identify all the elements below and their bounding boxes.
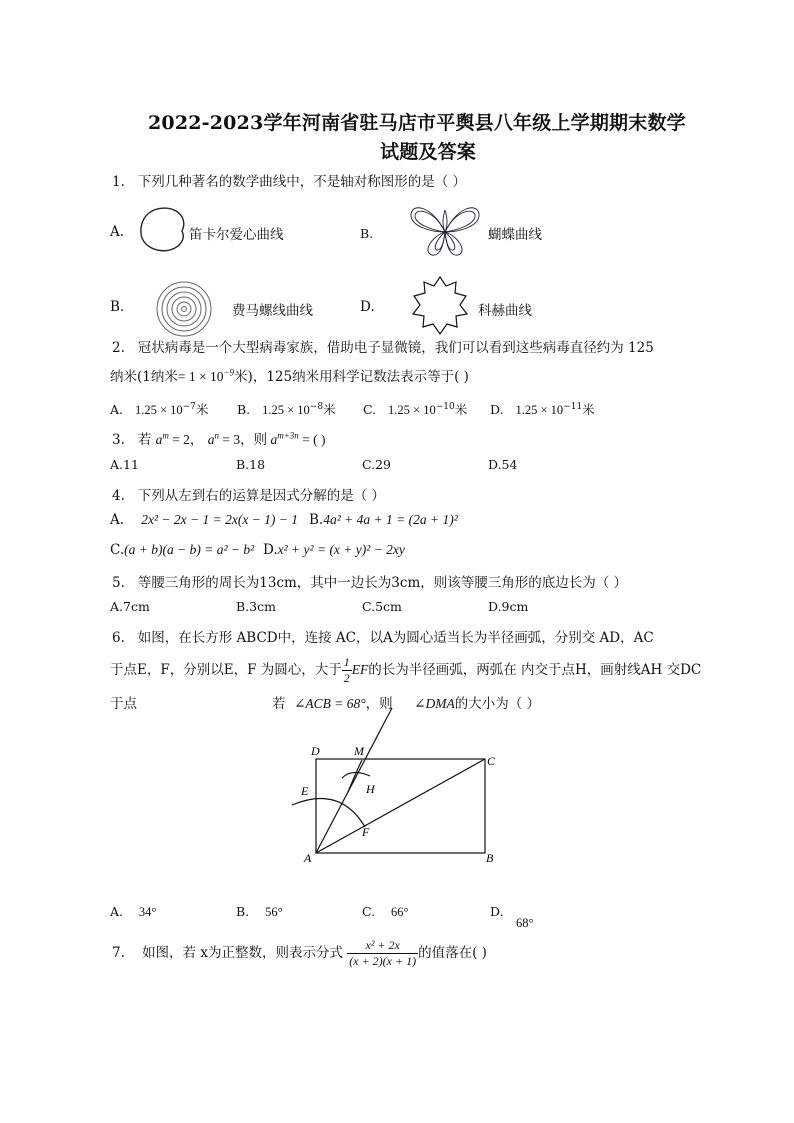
label-h: H bbox=[366, 782, 375, 796]
page-title-line2: 试题及答案 bbox=[380, 141, 477, 163]
label-m: M bbox=[354, 744, 364, 758]
q1-option-b-label: 蝴蝶曲线 bbox=[488, 227, 542, 243]
q4-option-b: B.4a² + 4a + 1 = (2a + 1)² bbox=[309, 512, 458, 528]
q6-option-b: B. 56° bbox=[236, 904, 283, 919]
q1-option-a-letter: A. bbox=[110, 224, 125, 240]
q1-stem: 1. 下列几种著名的数学曲线中，不是轴对称图形的是（ ） bbox=[112, 174, 467, 190]
q2-stem-line1: 2. 冠状病毒是一个大型病毒家族，借助电子显微镜，我们可以看到这些病毒直径约为 125 bbox=[112, 340, 654, 356]
q3-option-c: C.29 bbox=[362, 457, 391, 472]
q6-option-d-letter: D. bbox=[490, 904, 504, 919]
q1-option-d-letter: D. bbox=[360, 299, 375, 315]
arc-ef bbox=[292, 799, 365, 827]
q1-option-c-letter: B. bbox=[110, 299, 125, 315]
q5-option-d: D.9cm bbox=[488, 599, 529, 614]
q4-option-a: A. 2x² − 2x − 1 = 2x(x − 1) − 1 bbox=[110, 512, 299, 528]
fermat-spiral-image bbox=[155, 280, 213, 338]
diagonal-ac bbox=[316, 759, 485, 853]
q2-option-c: C. $1.25 \times 10^{-10}$米 bbox=[363, 401, 468, 417]
q3-option-b: B.18 bbox=[236, 457, 266, 472]
q3-option-a: A.11 bbox=[110, 457, 139, 472]
q3-stem: 3. 若 $a^m = 2$， $a^n = 3$，则 $a^{m+3n}$ = ( ) bbox=[112, 430, 326, 448]
q1-option-d-label: 科赫曲线 bbox=[478, 303, 532, 319]
butterfly-curve-image bbox=[408, 202, 482, 258]
q6-stem-line2: 于点E，F，分别以E，F 为圆心，大于 $\frac{1}{2}$ EF的长为半径画弧，两弧在 内交于点H，画射线AH 交DC bbox=[110, 655, 702, 685]
cardioid-curve-image bbox=[136, 203, 188, 255]
page-title: 2022-2023学年河南省驻马店市平舆县八年级上学期期末数学 bbox=[148, 112, 686, 134]
koch-curve-image bbox=[410, 274, 470, 338]
q6-stem-line3a: 于点 bbox=[110, 696, 137, 712]
q1-option-c-label: 费马螺线曲线 bbox=[232, 303, 313, 319]
q6-stem-line3: 若 ∠ACB = 68°，则 ∠DMA的大小为（ ） bbox=[272, 696, 540, 712]
q6-option-c: C. 66° bbox=[362, 904, 409, 919]
label-e: E bbox=[301, 784, 309, 798]
label-a: A bbox=[304, 851, 312, 865]
q1-option-b-letter: B. bbox=[360, 226, 374, 241]
q2-stem-line2: 纳米(1纳米= $1 \times 10^{-9}$米)，125纳米用科学记数法表示等于( ) bbox=[110, 367, 469, 385]
q1-option-a-label: 笛卡尔爱心曲线 bbox=[189, 227, 284, 243]
q2-option-a: A. $1.25 \times 10^{-7}$米 bbox=[110, 401, 209, 417]
q7-fraction: $\frac{\text{x² + 2x}}{(x + 2)(x + 1)}$ bbox=[349, 938, 417, 968]
label-d: D bbox=[311, 744, 320, 758]
label-c: C bbox=[487, 754, 496, 768]
q5-option-a: A.7cm bbox=[110, 599, 150, 614]
q6-option-d-value: 68° bbox=[516, 916, 534, 930]
q5-option-c: C.5cm bbox=[362, 599, 402, 614]
q2-option-b: B. $1.25 \times 10^{-8}$米 bbox=[237, 401, 336, 417]
q3-option-d: D.54 bbox=[488, 457, 518, 472]
q7-stem: 7. 如图，若 x为正整数，则表示分式 $\frac{\text{x² + 2x}}{(x + 2)(x + 1)}$ 的值落在( ) bbox=[112, 938, 487, 968]
q5-option-b: B.3cm bbox=[236, 599, 276, 614]
q2-option-d: D. $1.25 \times 10^{-11}$米 bbox=[490, 401, 595, 417]
label-f: F bbox=[362, 825, 370, 839]
q5-stem: 5. 等腰三角形的周长为13cm，其中一边长为3cm，则该等腰三角形的底边长为（ ） bbox=[112, 575, 628, 591]
rectangle-abcd-figure bbox=[290, 700, 520, 872]
q6-stem-line1: 6. 如图，在长方形 ABCD中，连接 AC，以A为圆心适当长为半径画弧，分别交 AD，AC bbox=[112, 630, 654, 646]
q4-option-d: D.x² + y² = (x + y)² − 2xy bbox=[263, 542, 405, 558]
label-b: B bbox=[486, 851, 494, 865]
q4-option-c: C.(a + b)(a − b) = a² − b² bbox=[110, 542, 255, 558]
arc-h2 bbox=[348, 760, 362, 792]
q4-stem: 4. 下列从左到右的运算是因式分解的是（ ） bbox=[112, 488, 386, 504]
q6-option-a: A. 34° bbox=[110, 904, 157, 919]
